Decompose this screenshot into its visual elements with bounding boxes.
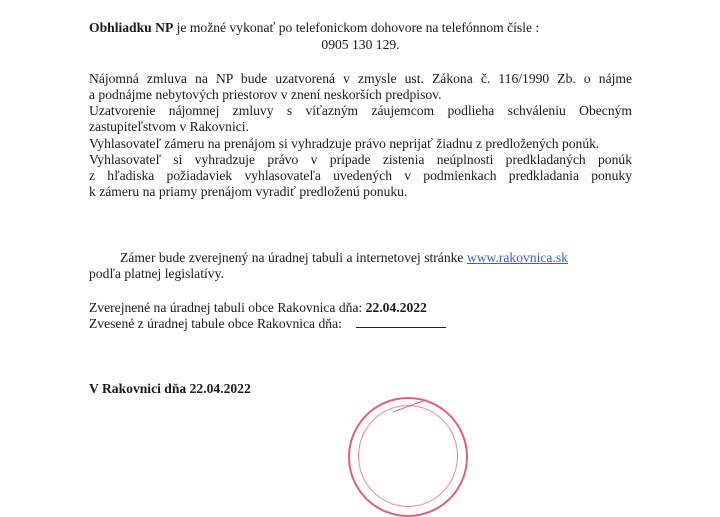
approval-paragraph-line-2: zastupiteľstvom v Rakovnici.	[89, 119, 249, 134]
publication-text: Zámer bude zverejnený na úradnej tabuli a internetovej stránke	[120, 250, 467, 265]
reserve-right-paragraph: Vyhlasovateľ zámeru na prenájom si vyhradzuje právo neprijať žiadnu z predložených ponúk.	[89, 136, 600, 151]
exclusion-paragraph-line-1: Vyhlasovateľ si vyhradzuje právo v prípade zistenia neúplnosti predkladaných ponúk	[89, 152, 632, 167]
inspection-line	[89, 20, 539, 36]
posted-date: 22.04.2022	[365, 300, 427, 315]
phone-number: 0905 130 129.	[321, 37, 400, 52]
exclusion-paragraph-line-2: z hľadiska požiadaviek vyhlasovateľa uvedených v podmienkach predkladania ponuky	[89, 168, 632, 183]
website-link[interactable]: www.rakovnica.sk	[466, 250, 568, 265]
inspection-bold-lead: Obhliadku NP	[89, 20, 174, 35]
signature-place-date: V Rakovnici dňa 22.04.2022	[89, 381, 251, 396]
official-stamp	[348, 397, 468, 517]
inspection-text: je možné vykonať po telefonickom dohovore na telefónnom čísle :	[173, 20, 540, 35]
removed-line	[89, 316, 446, 332]
posted-label: Zverejnené na úradnej tabuli obce Rakovnica dňa:	[89, 300, 366, 315]
lease-paragraph-line-2: a podnájme nebytových priestorov v znení neskorších predpisov.	[89, 87, 442, 102]
posted-line	[89, 300, 427, 316]
exclusion-paragraph-line-3: k zámeru na priamy prenájom vyradiť predloženú ponuku.	[89, 184, 408, 199]
removed-date-blank	[356, 317, 446, 328]
publication-continuation: podľa platnej legislatívy.	[89, 266, 224, 281]
publication-line	[120, 250, 568, 266]
lease-paragraph-line-1: Nájomná zmluva na NP bude uzatvorená v zmysle ust. Zákona č. 116/1990 Zb. o nájme	[89, 71, 632, 86]
removed-label: Zvesené z úradnej tabule obce Rakovnica dňa:	[89, 316, 342, 331]
approval-paragraph-line-1: Uzatvorenie nájomnej zmluvy s víťazným záujemcom podlieha schváleniu Obecným	[89, 103, 632, 118]
